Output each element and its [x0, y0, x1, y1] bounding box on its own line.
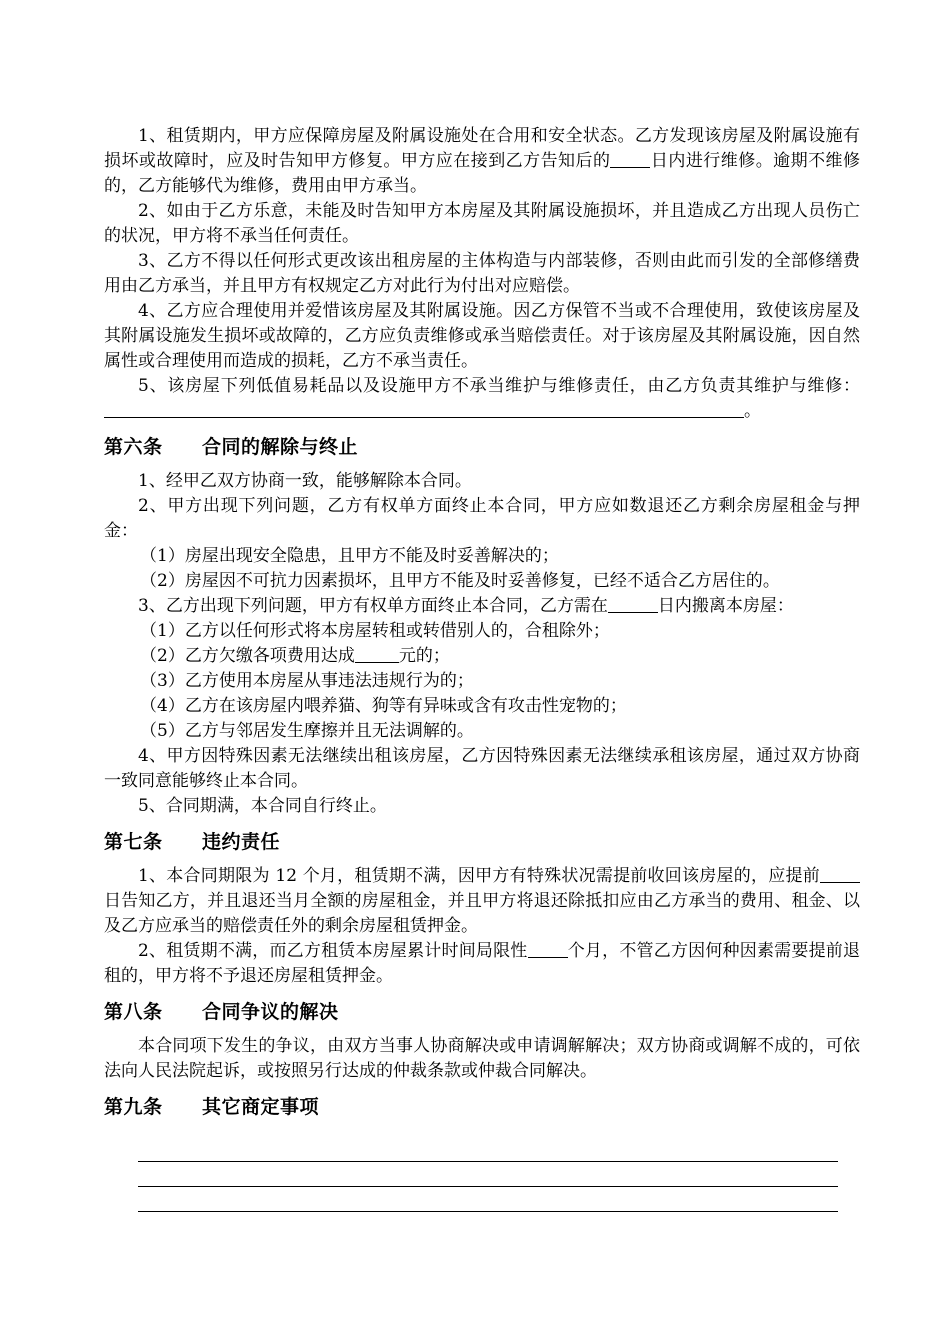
clause-6-3-5: （5）乙方与邻居发生摩擦并且无法调解的。	[140, 721, 474, 741]
clause-6-3: 3、乙方出现下列问题，甲方有权单方面终止本合同，乙方需在 日内搬离本房屋：	[138, 596, 794, 616]
clause-6-3-4: （4）乙方在该房屋内喂养猫、狗等有异味或含有攻击性宠物的；	[140, 696, 627, 716]
clause-6-2: 2、甲方出现下列问题，乙方有权单方面终止本合同，甲方应如数退还乙方剩余房屋租金与押金：	[104, 496, 860, 541]
blank-field[interactable]	[528, 940, 568, 958]
clause-5-5: 5、该房屋下列低值易耗品以及设施甲方不承当维护与维修责任，由乙方负责其维护与维修：。	[104, 374, 860, 424]
clause-5-2: 2、如由于乙方乐意，未能及时告知甲方本房屋及其附属设施损坏，并且造成乙方出现人员伤亡的状况，甲方将不承当任何责任。	[104, 201, 860, 246]
contract-page	[104, 124, 860, 1212]
section-heading-9: 第九条 其它商定事项	[104, 1096, 320, 1118]
clause-7-2: 2、租赁期不满，而乙方租赁本房屋累计时间局限性 个月，不管乙方因何种因素需要提前退租的，甲方将不予退还房屋租赁押金。	[104, 941, 860, 986]
clause-5-3: 3、乙方不得以任何形式更改该出租房屋的主体构造与内部装修，否则由此而引发的全部修缮费用由乙方承当，并且甲方有权规定乙方对此行为付出对应赔偿。	[104, 251, 860, 296]
blank-field[interactable]	[820, 865, 860, 883]
blank-line[interactable]	[138, 1162, 838, 1187]
section-heading-7: 第七条 违约责任	[104, 831, 281, 853]
blank-field[interactable]	[608, 595, 658, 613]
clause-7-1: 1、本合同期限为 12 个月，租赁期不满，因甲方有特殊状况需提前收回该房屋的，应提前日告知乙方，并且退还当月全额的房屋租金，并且甲方将退还除抵扣应由乙方承当的费用、租金、以及乙方应承当的赔偿责任外的剩余房屋租赁押金。	[104, 866, 860, 936]
blank-line[interactable]	[138, 1187, 838, 1212]
section-heading-6: 第六条 合同的解除与终止	[104, 436, 359, 458]
clause-6-1: 1、经甲乙双方协商一致，能够解除本合同。	[138, 471, 472, 491]
clause-5-4: 4、乙方应合理使用并爱惜该房屋及其附属设施。因乙方保管不当或不合理使用，致使该房屋及其附属设施发生损坏或故障的，乙方应负责维修或承当赔偿责任。对于该房屋及其附属设施，因自然属性或合理使用而造成的损耗，乙方不承当责任。	[104, 301, 860, 371]
blank-field[interactable]	[104, 400, 744, 418]
blank-field[interactable]	[355, 645, 399, 663]
clause-8-1: 本合同项下发生的争议，由双方当事人协商解决或申请调解解决；双方协商或调解不成的，可依法向人民法院起诉，或按照另行达成的仲裁条款或仲裁合同解决。	[104, 1036, 860, 1081]
blank-line[interactable]	[138, 1137, 838, 1162]
blank-field[interactable]	[610, 150, 650, 168]
clause-6-3-3: （3）乙方使用本房屋从事违法违规行为的；	[140, 671, 474, 691]
clause-6-3-2: （2）乙方欠缴各项费用达成 元的；	[140, 646, 450, 666]
clause-6-2-1: （1）房屋出现安全隐患，且甲方不能及时妥善解决的；	[140, 546, 559, 566]
clause-6-4: 4、甲方因特殊因素无法继续出租该房屋，乙方因特殊因素无法继续承租该房屋，通过双方协商一致同意能够终止本合同。	[104, 746, 860, 791]
clause-6-5: 5、合同期满，本合同自行终止。	[138, 796, 387, 816]
clause-5-1: 1、租赁期内，甲方应保障房屋及附属设施处在合用和安全状态。乙方发现该房屋及附属设施有损坏或故障时，应及时告知甲方修复。甲方应在接到乙方告知后的 日内进行维修。逾期不维修的，乙方能够代为维修，费用由甲方承当。	[104, 126, 861, 196]
clause-6-2-2: （2）房屋因不可抗力因素损坏，且甲方不能及时妥善修复，已经不适合乙方居住的。	[140, 571, 780, 591]
other-terms-lines	[104, 1137, 860, 1212]
section-heading-8: 第八条 合同争议的解决	[104, 1001, 339, 1023]
clause-6-3-1: （1）乙方以任何形式将本房屋转租或转借别人的，合租除外；	[140, 621, 610, 641]
